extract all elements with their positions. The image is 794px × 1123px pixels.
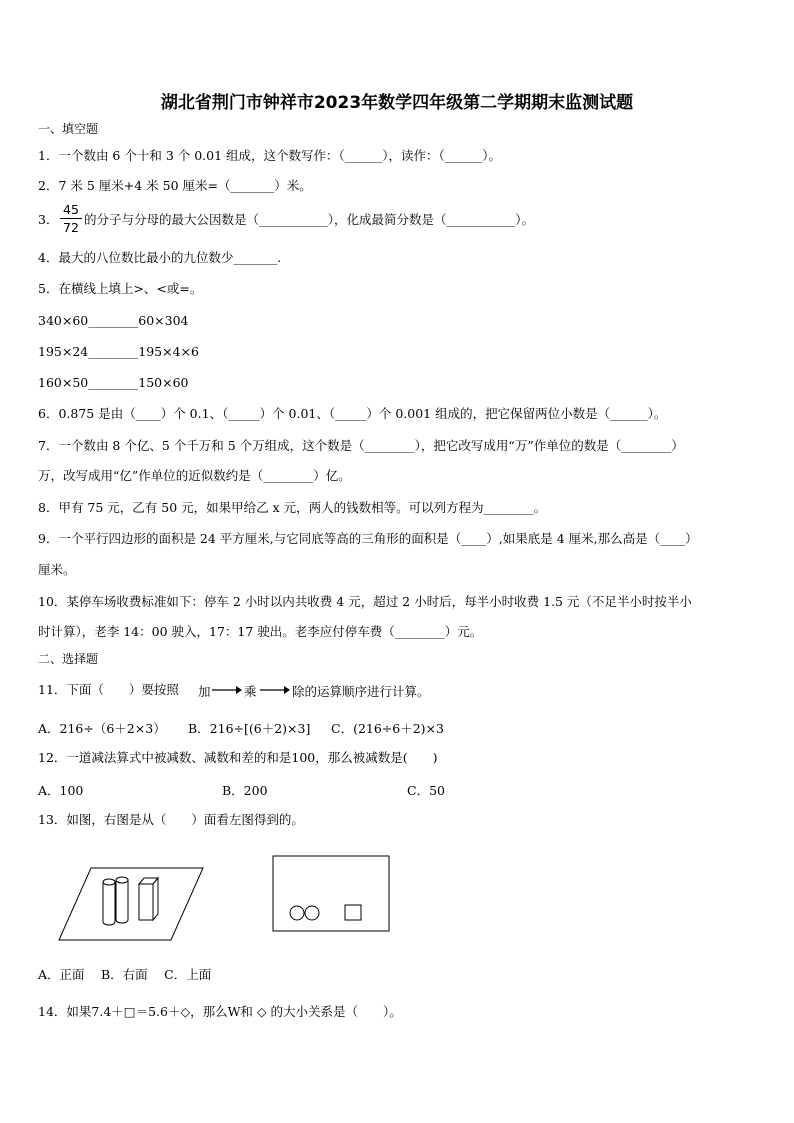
question-13-options: A．正面 B．右面 C．上面: [38, 967, 212, 982]
question-4: 4．最大的八位数比最小的九位数少_______.: [38, 250, 282, 265]
compare-row-1: 340×60________60×304: [38, 313, 189, 328]
question-2: 2．7 米 5 厘米+4 米 50 厘米=（_______）米。: [38, 178, 312, 193]
page-title: 湖北省荆门市钟祥市2023年数学四年级第二学期期末监测试题: [160, 93, 634, 113]
question-11-suffix: 除的运算顺序进行计算。: [292, 684, 430, 699]
option-a: A．216÷（6＋2×3）: [38, 721, 166, 736]
option-c: C．(216÷6＋2)×3: [331, 721, 444, 736]
solid-figures-diagram: [55, 860, 205, 942]
question-7-line-2: 万，改写成用“亿”作单位的近似数约是（________）亿。: [38, 468, 351, 483]
fraction-numerator: 45: [60, 202, 82, 219]
question-10-line-2: 时计算），老李 14：00 驶入，17：17 驶出。老李应付停车费（________）元。: [38, 624, 483, 639]
arrow-right-icon: [260, 684, 290, 696]
question-9-line-2: 厘米。: [38, 562, 76, 577]
question-8: 8．甲有 75 元，乙有 50 元，如果甲给乙 x 元，两人的钱数相等。可以列方程为________。: [38, 500, 547, 515]
operation-multiply-label: 乘: [244, 684, 257, 699]
question-11-prefix: 11．下面（ ）要按照: [38, 682, 179, 697]
option-b: B．216÷[(6＋2)×3]: [188, 721, 311, 736]
question-14: 14．如果7.4＋□＝5.6＋◇，那么W和 ◇ 的大小关系是（ ）。: [38, 1004, 402, 1019]
question-7-line-1: 7．一个数由 8 个亿、5 个千万和 5 个万组成，这个数是（________），把它改写成用“万”作单位的数是（________）: [38, 438, 684, 453]
question-12: 12．一道减法算式中被减数、减数和差的和是100，那么被减数是( ): [38, 750, 438, 765]
section-heading-choice: 二、选择题: [38, 652, 99, 666]
compare-row-3: 160×50________150×60: [38, 375, 189, 390]
option-c: C．50: [407, 783, 445, 798]
fraction-denominator: 72: [63, 220, 79, 235]
question-5: 5．在横线上填上>、<或=。: [38, 281, 203, 296]
arrow-right-icon: [212, 684, 242, 696]
option-a: A．100: [38, 783, 84, 798]
question-9-line-1: 9．一个平行四边形的面积是 24 平方厘米,与它同底等高的三角形的面积是（____）,如果底是 4 厘米,那么高是（____）: [38, 531, 698, 546]
question-1: 1．一个数由 6 个十和 3 个 0.01 组成，这个数写作：（______），读作：（______）。: [38, 148, 502, 163]
fraction-45-72: [60, 202, 82, 235]
question-6: 6．0.875 是由（____）个 0.1、（_____）个 0.01、（_____）个 0.001 组成的，把它保留两位小数是（______）。: [38, 406, 667, 421]
question-3-text: 的分子与分母的最大公因数是（___________），化成最简分数是（___________）。: [84, 212, 535, 227]
question-10-line-1: 10．某停车场收费标准如下：停车 2 小时以内共收费 4 元，超过 2 小时后，每半小时收费 1.5 元（不足半小时按半小: [38, 594, 692, 609]
section-heading-fill-blank: 一、填空题: [38, 122, 99, 136]
top-view-diagram: [272, 855, 392, 933]
question-3-number: 3．: [38, 212, 59, 227]
question-13: 13．如图，右图是从（ ）面看左图得到的。: [38, 812, 304, 827]
compare-row-2: 195×24________195×4×6: [38, 344, 199, 359]
operation-add-label: 加: [198, 684, 211, 699]
option-b: B．200: [222, 783, 268, 798]
